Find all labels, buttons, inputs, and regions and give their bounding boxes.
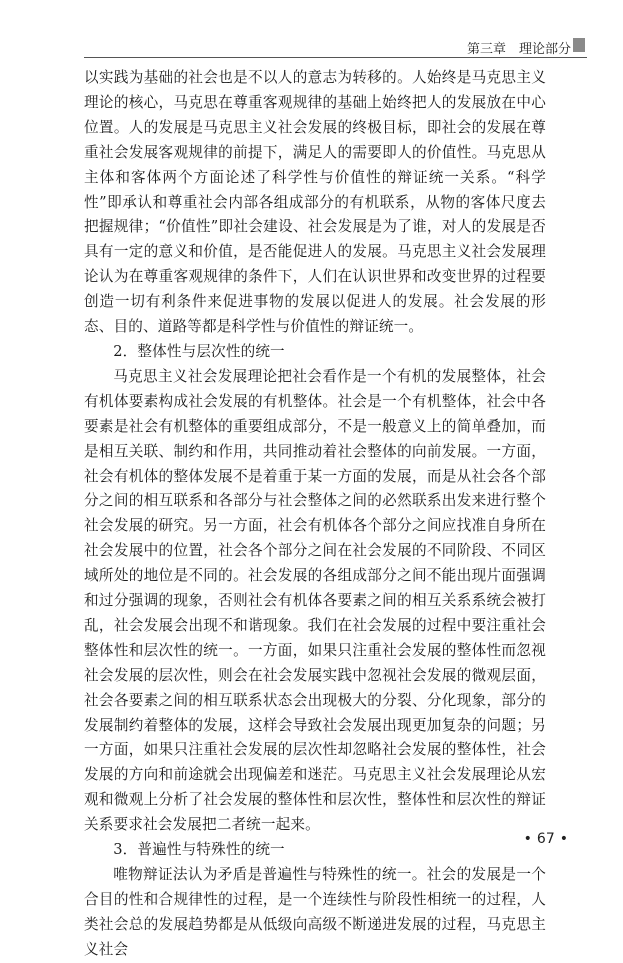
paragraph-universality: 唯物辩证法认为矛盾是普遍性与特殊性的统一。社会的发展是一个合目的性和合规律性的过程，是一个连续性与阶段性相统一的过程，人类社会总的发展趋势都是从低级向高级不断递进发展的过程，马克思主义社会 [84, 866, 546, 958]
section-heading-2: 2．整体性与层次性的统一 [113, 342, 285, 360]
paragraph-continued: 以实践为基础的社会也是不以人的意志为转移的。人始终是马克思主义理论的核心，马克思在尊重客观规律的基础上始终把人的发展放在中心位置。人的发展是马克思主义社会发展的终极目标，即社会的发展在尊重社会发展客观规律的前提下，满足人的需要即人的价值性。马克思从主体和客体两个方面论述了科学性与价值性的辩证统一关系。“科学性”即承认和尊重社会内部各组成部分的有机联系，从物的客体尺度去把握规律；“价值性”即社会建设、社会发展是为了谁，对人的发展是否具有一定的意义和价值，是否能促进人的发展。马克思主义社会发展理论认为在尊重客观规律的条件下，人们在认识世界和改变世界的过程要创造一切有利条件来促进事物的发展以促进人的发展。社会发展的形态、目的、道路等都是科学性与价值性的辩证统一。 [84, 69, 546, 336]
section-heading-3: 3．普遍性与特殊性的统一 [113, 841, 285, 859]
bullet-right: • [559, 831, 568, 847]
paragraph-integrity-hierarchy: 马克思主义社会发展理论把社会看作是一个有机的发展整体，社会有机体要素构成社会发展的有机整体。社会是一个有机整体，社会中各要素是社会有机整体的重要组成部分，不是一般意义上的简单叠加，而是相互关联、制约和作用，共同推动着社会整体的向前发展。一方面，社会有机体的整体发展不是着重于某一方面的发展，而是从社会各个部分之间的相互联系和各部分与社会整体之间的必然联系出发来进行整个社会发展的研究。另一方面，社会有机体各个部分之间应找准自身所在社会发展中的位置，社会各个部分之间在社会发展的不同阶段、不同区域所处的地位是不同的。社会发展的各组成部分之间不能出现片面强调和过分强调的现象，否则社会有机体各要素之间的相互关系系统会被打乱，社会发展会出现不和谐现象。我们在社会发展的过程中要注重社会整体性和层次性的统一。一方面，如果只注重社会发展的整体性而忽视社会发展的层次性，则会在社会发展实践中忽视社会发展的微观层面，社会各要素之间的相互联系状态会出现极大的分裂、分化现象，部分的发展制约着整体的发展，这样会导致社会发展出现更加复杂的问题；另一方面，如果只注重社会发展的层次性却忽略社会发展的整体性，社会发展的方向和前途就会出现偏差和迷茫。马克思主义社会发展理论从宏观和微观上分析了社会发展的整体性和层次性，整体性和层次性的辩证关系要求社会发展把二者统一起来。 [84, 367, 546, 834]
header-rule [84, 57, 587, 58]
page-footer [519, 831, 573, 847]
page-number: 67 [536, 831, 555, 847]
page-header [0, 0, 623, 58]
page-body [84, 66, 546, 963]
bullet-left: • [523, 831, 532, 847]
chapter-title: 第三章 理论部分 [466, 42, 571, 57]
header-tab-mark [573, 38, 585, 52]
